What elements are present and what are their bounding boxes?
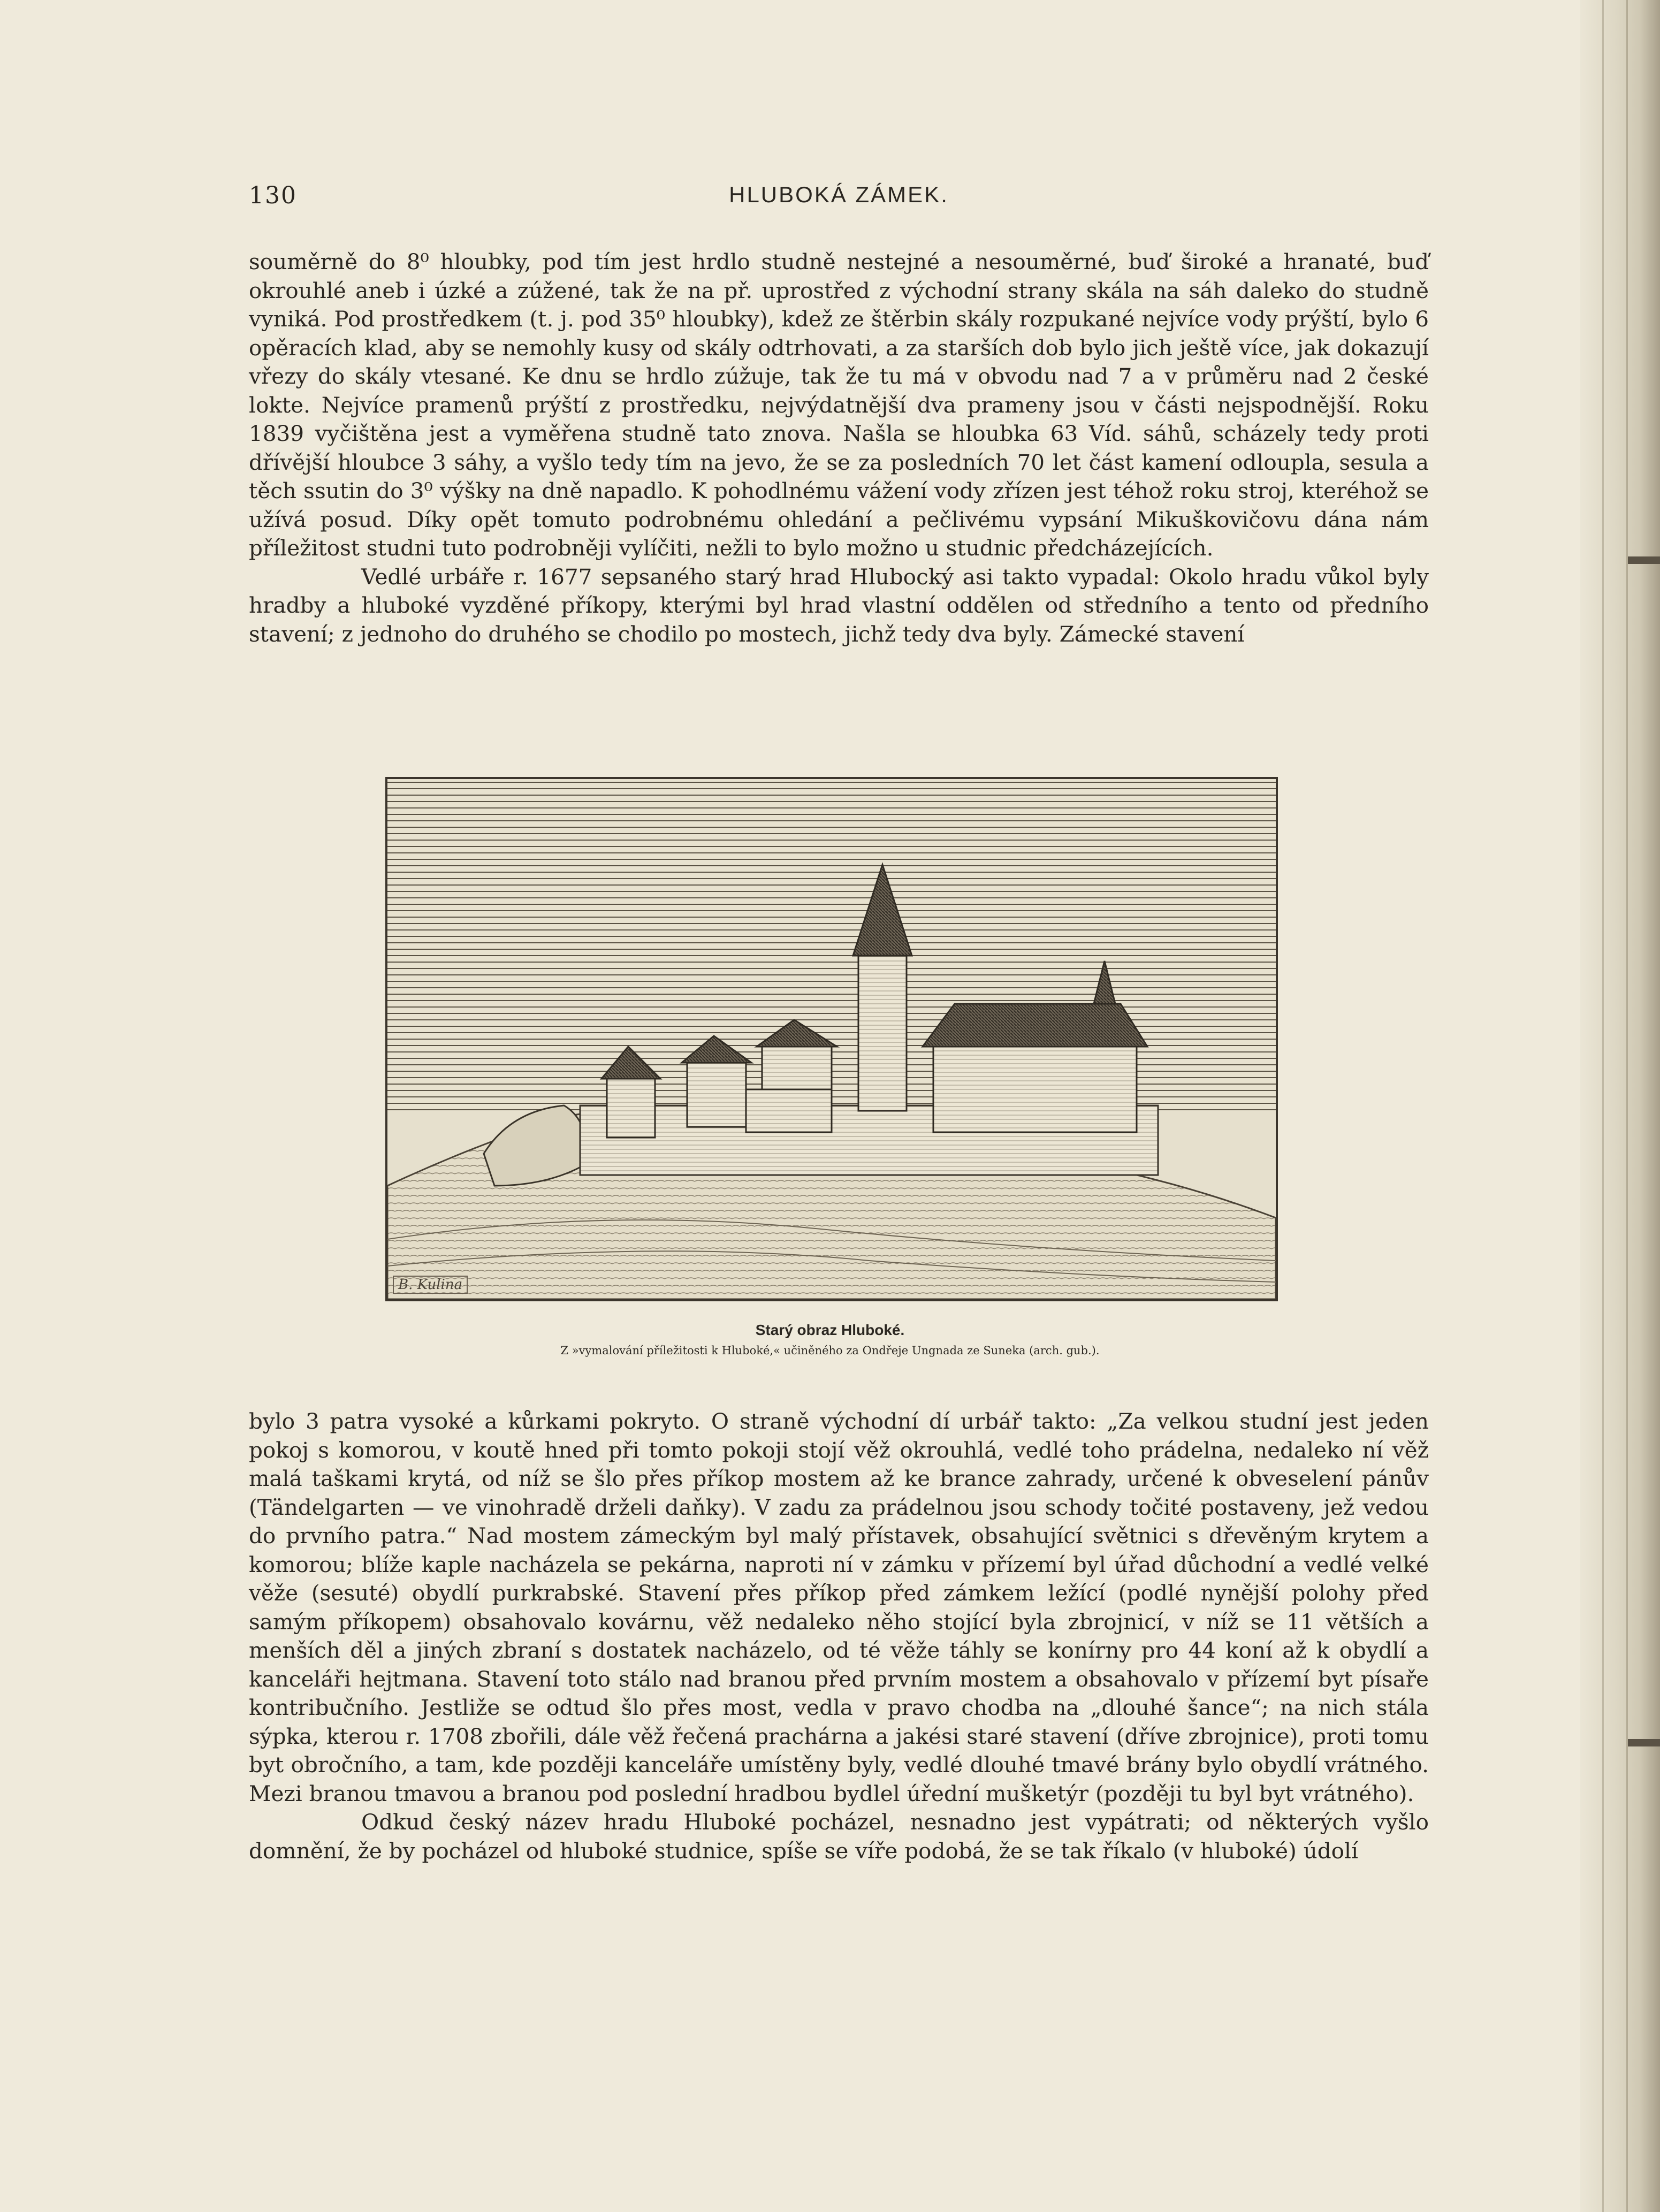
body-text-bottom bbox=[249, 1407, 1429, 1865]
figure-caption-title: Starý obraz Hluboké. bbox=[755, 1322, 905, 1338]
page-header bbox=[249, 182, 1429, 225]
page-number: 130 bbox=[249, 182, 297, 209]
castle-engraving bbox=[385, 777, 1278, 1301]
page-edge-mark bbox=[1628, 1739, 1660, 1746]
figure-caption-source: Z »vymalování příležitosti k Hluboké,« učiněného za Ondřeje Ungnada ze Suneka (arch. gub.). bbox=[560, 1344, 1100, 1357]
book-page-edge bbox=[1580, 0, 1660, 2212]
paragraph: Odkud český název hradu Hluboké pocházel, nesnadno jest vypátrati; od některých vyšlo domnění, že by pocházel od hluboké studnice, spíše se víře podobá, že se tak říkalo (v hluboké) údolí bbox=[249, 1809, 1429, 1864]
page-edge-line bbox=[1602, 0, 1604, 2212]
engraver-signature: B. Kulina bbox=[393, 1276, 468, 1294]
body-text-top bbox=[249, 248, 1429, 649]
paragraph: bylo 3 patra vysoké a kůrkami pokryto. O straně východní dí urbář takto: „Za velkou studní jest jeden pokoj s komorou, v koutě hned při tomto pokoji stojí věž okrouhlá, vedlé toho prádelna, nedaleko ní věž malá taškami krytá, od níž se šlo přes příkop mostem až ke brance zahrady, určené k obveselení pánův (Tändelgarten — ve vinohradě drželi daňky). V zadu za prádelnou jsou schody točité postaveny, jež vedou do prvního patra.“ Nad mostem zámeckým byl malý přístavek, obsahující světnici s dřevěným krytem a komorou; blíže kaple nacházela se pekárna, naproti ní v zámku v přízemí byl úřad důchodní a vedlé velké věže (sesuté) obydlí purkrabské. Stavení přes příkop před zámkem ležící (podlé nynější polohy před samým příkopem) obsahovalo kovárnu, věž nedaleko něho stojící byla zbrojnicí, v níž se 11 větších a menších děl a jiných zbraní s dostatek nacházelo, od té věže táhly se konírny pro 44 koní až k obydlí a kanceláři hejtmana. Stavení toto stálo nad branou před prvním mostem a obsahovalo v přízemí byt písaře kontribučního. Jestliže se odtud šlo přes most, vedla v pravo chodba na „dlouhé šance“; na nich stála sýpka, kterou r. 1708 zbořili, dále věž řečená prachárna a jakési staré stavení (dříve zbrojnice), proti tomu byt obročního, a tam, kde později kanceláře umístěny byly, vedlé dlouhé tmavé brány bylo obydlí vrátného. Mezi branou tmavou a branou pod poslední hradbou bydlel úřední mušketýr (později tu byl byt vrátného). bbox=[249, 1408, 1429, 1806]
paragraph: souměrně do 8⁰ hloubky, pod tím jest hrdlo studně nestejné a nesouměrné, buď široké a hranaté, buď okrouhlé aneb i úzké a zúžené, tak že na př. uprostřed z východní strany skála na sáh daleko do studně vyniká. Pod prostředkem (t. j. pod 35⁰ hloubky), kdež ze štěrbin skály rozpukané nejvíce vody prýští, bylo 6 opěracích klad, aby se nemohly kusy od skály odtrhovati, a za starších dob bylo jich ještě více, jak dokazují vřezy do skály vtesané. Ke dnu se hrdlo zúžuje, tak že tu má v obvodu nad 7 a v průměru nad 2 české lokte. Nejvíce pramenů prýští z prostředku, nejvýdatnější dva prameny jsou v části nejspodnější. Roku 1839 vyčištěna jest a vyměřena studně tato znova. Našla se hloubka 63 Víd. sáhů, scházely tedy proti dřívější hloubce 3 sáhy, a vyšlo tedy tím na jevo, že se za posledních 70 let část kamení odloupla, sesula a těch ssutin do 3⁰ výšky na dně napadlo. K pohodlnému vážení vody zřízen jest téhož roku stroj, kteréhož se užívá posud. Díky opět tomuto podrobnému ohledání a pečlivému vypsání Mikuškovičovu dána nám příležitost studni tuto podrobněji vylíčiti, nežli to bylo možno u studnic předcházejících. bbox=[249, 249, 1429, 561]
castle-illustration bbox=[387, 779, 1276, 1299]
page-edge-line bbox=[1626, 0, 1628, 2212]
paragraph: Vedlé urbáře r. 1677 sepsaného starý hrad Hlubocký asi takto vypadal: Okolo hradu vůkol byly hradby a hluboké vyzděné příkopy, kterými byl hrad vlastní oddělen od středního a tento od předního stavení; z jednoho do druhého se chodilo po mostech, jichž tedy dva byly. Zámecké stavení bbox=[249, 563, 1429, 647]
running-title: HLUBOKÁ ZÁMEK. bbox=[729, 182, 949, 207]
page-edge-mark bbox=[1628, 556, 1660, 564]
